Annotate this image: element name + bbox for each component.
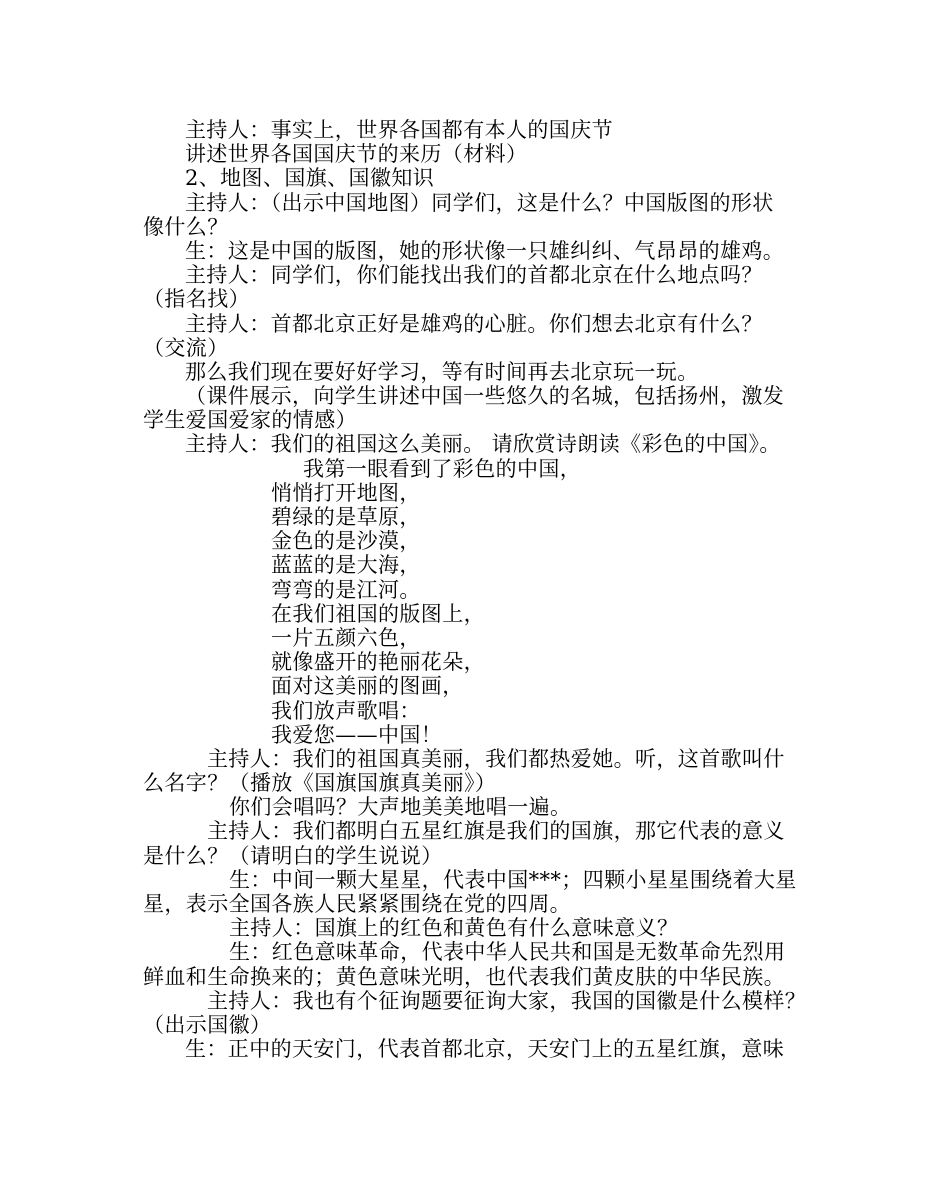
text-line: 主持人：我们都明白五星红旗是我们的国旗，那它代表的意义 (207, 819, 785, 844)
text-line: 学生爱国爱家的情感） (143, 408, 357, 433)
text-line: 生：红色意味革命，代表中华人民共和国是无数革命先烈用 (229, 940, 786, 965)
poem-line: 金色的是沙漠， (271, 529, 421, 554)
text-line: 主持人：同学们，你们能找出我们的首都北京在什么地点吗？ (185, 263, 763, 288)
text-line: 么名字？（播放《国旗国旗真美丽》） (143, 771, 497, 796)
text-line: 主持人：国旗上的红色和黄色有什么意味意义？ (229, 916, 679, 941)
document-body (143, 118, 813, 1061)
poem-line: 在我们祖国的版图上， (271, 601, 485, 626)
text-line: 主持人：我们的祖国这么美丽。 请欣赏诗朗读《彩色的中国》。 (185, 432, 781, 457)
poem-line: 面对这美丽的图画， (271, 674, 464, 699)
text-line: 生：中间一颗大星星，代表中国***；四颗小星星围绕着大星 (229, 867, 797, 892)
poem-line: 就像盛开的艳丽花朵， (271, 650, 485, 675)
text-line: 主持人：我也有个征询题要征询大家，我国的国徽是什么模样？ (207, 988, 807, 1013)
text-line: 那么我们现在要好好学习，等有时间再去北京玩一玩。 (185, 359, 699, 384)
text-line: 主持人：首都北京正好是雄鸡的心脏。你们想去北京有什么？ (185, 311, 763, 336)
text-line: （交流） (143, 335, 229, 360)
poem-line: 悄悄打开地图， (271, 480, 421, 505)
text-line: 你们会唱吗？大声地美美地唱一遍。 (229, 795, 572, 820)
text-line: 生：正中的天安门，代表首都北京，天安门上的五星红旗，意味 (185, 1037, 785, 1062)
poem-line: 蓝蓝的是大海， (271, 553, 421, 578)
poem-line: 我们放声歌唱： (271, 698, 421, 723)
poem-line: 我第一眼看到了彩色的中国， (303, 456, 582, 481)
poem-line: 碧绿的是草原， (271, 505, 421, 529)
text-line: 像什么？ (143, 214, 229, 239)
text-line: 鲜血和生命换来的；黄色意味光明，也代表我们黄皮肤的中华民族。 (143, 964, 785, 989)
text-line: 主持人：事实上，世界各国都有本人的国庆节 (185, 118, 613, 142)
text-line: 主持人：我们的祖国真美丽，我们都热爱她。听，这首歌叫什 (207, 746, 785, 771)
poem-line: 我爱您——中国！ (271, 722, 443, 747)
text-line: 生：这是中国的版图，她的形状像一只雄纠纠、气昂昂的雄鸡。 (185, 238, 785, 263)
poem-line: 一片五颜六色， (271, 625, 421, 650)
section-heading: 2、地图、国旗、国徽知识 (185, 166, 435, 191)
text-line: 是什么？（请明白的学生说说） (143, 843, 443, 868)
text-line: 主持人：（出示中国地图）同学们，这是什么？中国版图的形状 (185, 190, 774, 215)
text-line: 讲述世界各国国庆节的来历（材料） (185, 142, 528, 167)
text-line: （出示国徽） (143, 1012, 272, 1037)
poem-line: 弯弯的是江河。 (271, 577, 421, 602)
text-line: 星，表示全国各族人民紧紧围绕在党的四周。 (143, 892, 571, 916)
text-line: （指名找） (143, 287, 250, 312)
text-line: （课件展示，向学生讲述中国一些悠久的名城，包括扬州，激发 (185, 384, 785, 409)
